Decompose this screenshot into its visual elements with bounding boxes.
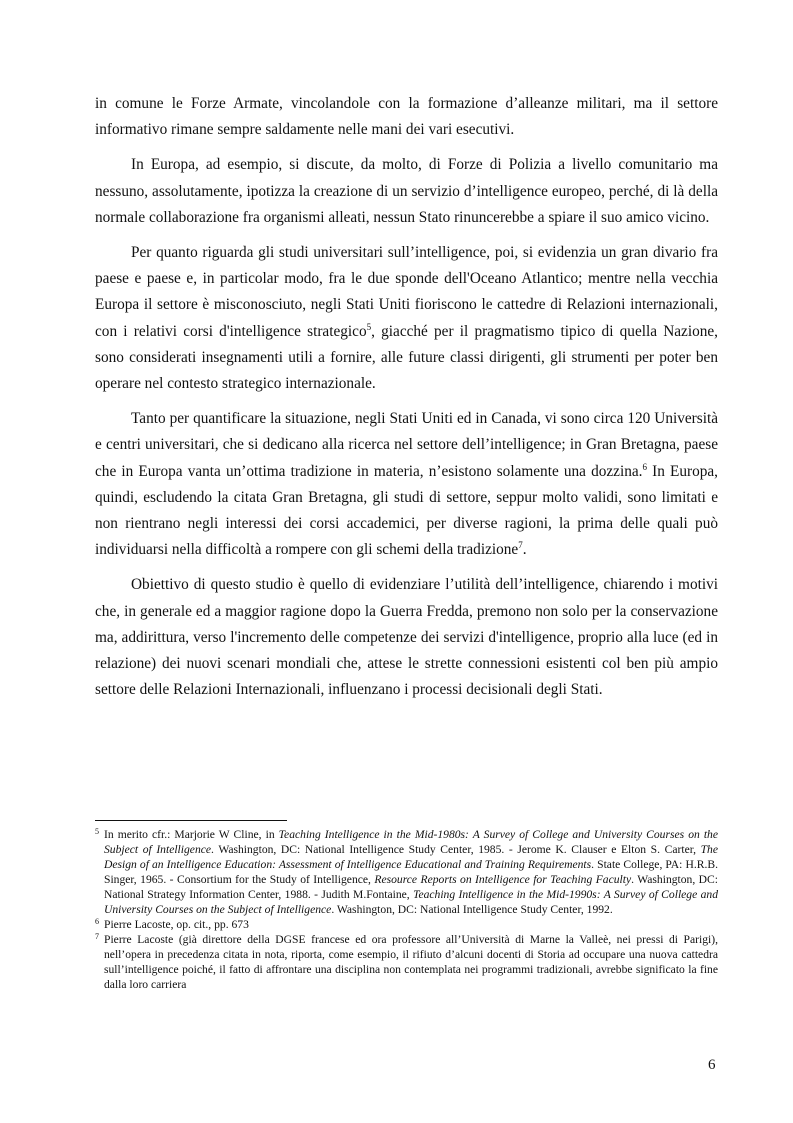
- footnote-7: [95, 932, 718, 992]
- footnote-5-number: 5: [95, 827, 99, 836]
- footnote-separator: [95, 820, 287, 821]
- paragraph-4-text-a: Tanto per quantificare la situazione, negli Stati Uniti ed in Canada, vi sono circa 120 Università e centri universitari, che si dedicano alla ricerca nel settore dell’intelligence; in Gran Bretagna, paese che in Europa vanta un’ottima tradizione in materia, n’esistono solamente una dozzina.: [95, 410, 718, 480]
- footnote-7-text: Pierre Lacoste (già direttore della DGSE francese ed ora professore all’Università di Marne la Valleè, nei pressi di Parigi), nell’opera in precedenza citata in nota, riporta, come esempio, il rifiuto d’alcuni docenti di Storia ad occupare una nuova cattedra sull’intelligence poiché, il fatto di affrontare una disciplina non contemplata nei programmi tradizionali, avrebbe significato la fine dalla loro carriera: [104, 933, 718, 991]
- footnote-5-text: . State College, PA: H.R.B. Singer, 1965. - Consortium for the Study of Intelligence,: [104, 858, 718, 886]
- footnote-ref-6[interactable]: 6: [642, 461, 647, 472]
- footnote-5-title-2: The Design of an Intelligence Education: Assessment of Intelligence Educational and Training Requirements: [104, 843, 718, 871]
- page-number: 6: [708, 1057, 716, 1073]
- footnote-5-title-1: Teaching Intelligence in the Mid-1980s: A Survey of College and University Courses on the Subject of Intelligence: [104, 828, 718, 856]
- footnote-6-text: Pierre Lacoste, op. cit., pp. 673: [104, 918, 249, 931]
- footnote-5-text: . Washington, DC: National Intelligence Study Center, 1985. - Jerome K. Clauser e Elton S. Carter,: [211, 843, 701, 856]
- footnote-5-text: In merito cfr.: Marjorie W Cline, in: [104, 828, 279, 841]
- footnote-5-text: . Washington, DC: National Intelligence Study Center, 1992.: [331, 903, 613, 916]
- paragraph-3: [95, 240, 718, 397]
- footnote-6-number: 6: [95, 917, 99, 926]
- footnote-7-number: 7: [95, 932, 99, 941]
- body-text: [95, 91, 718, 703]
- paragraph-3-text-b: , giacché per il pragmatismo tipico di quella Nazione, sono considerati insegnamenti utili a fornire, alle future classi dirigenti, gli strumenti per poter ben operare nel contesto strategico internazionale.: [95, 322, 719, 393]
- footnote-ref-5[interactable]: 5: [366, 321, 372, 332]
- paragraph-3-text-a: Per quanto riguarda gli studi universitari sull’intelligence, poi, si evidenzia un gran divario fra paese e paese e, in particolar modo, fra le due sponde dell'Oceano Atlantico; mentre nella vecchia Europa il settore è misconosciuto, negli Stati Uniti fioriscono le cattedre di Relazioni internazionali, con i relativi corsi d'intelligence strategico: [95, 244, 718, 340]
- paragraph-2: In Europa, ad esempio, si discute, da molto, di Forze di Polizia a livello comunitario ma nessuno, assolutamente, ipotizza la creazione di un servizio d’intelligence europeo, perché, di là della normale collaborazione fra organismi alleati, nessun Stato rinuncerebbe a spiare il suo amico vicino.: [95, 156, 718, 226]
- paragraph-4: [95, 406, 718, 563]
- footnotes: [95, 827, 718, 992]
- footnote-5: [95, 827, 718, 917]
- footnote-ref-7[interactable]: 7: [518, 540, 523, 551]
- footnote-5-title-3: Resource Reports on Intelligence for Teaching Faculty: [374, 873, 632, 886]
- footnote-5-title-4: Teaching Intelligence in the Mid-1990s: A Survey of College and University Courses on the Subject of Intelligence: [104, 888, 718, 916]
- paragraph-1: in comune le Forze Armate, vincolandole con la formazione d’alleanze militari, ma il settore informativo rimane sempre saldamente nelle mani dei vari esecutivi.: [95, 95, 718, 139]
- paragraph-5: Obiettivo di questo studio è quello di evidenziare l’utilità dell’intelligence, chiarendo i motivi che, in generale ed a maggior ragione dopo la Guerra Fredda, premono non solo per la conservazione ma, addirittura, verso l'incremento delle competenze dei servizi d'intelligence, proprio alla luce (ed in relazione) dei nuovi scenari mondiali che, attese le strette connessioni esistenti col ben più ampio settore delle Relazioni Internazionali, influenzano i processi decisionali degli Stati.: [95, 576, 718, 699]
- footnote-6: [95, 917, 718, 932]
- paragraph-4-text-b: In Europa, quindi, escludendo la citata Gran Bretagna, gli studi di settore, seppur molto validi, sono limitati e non rientrano negli interessi dei corsi accademici, per diverse ragioni, la prima delle quali può individuarsi nella difficoltà a rompere con gli schemi della tradizione: [95, 462, 718, 559]
- footnote-5-text: . Washington, DC: National Strategy Information Center, 1988. - Judith M.Fontaine,: [104, 873, 719, 901]
- paragraph-4-text-c: .: [522, 541, 527, 559]
